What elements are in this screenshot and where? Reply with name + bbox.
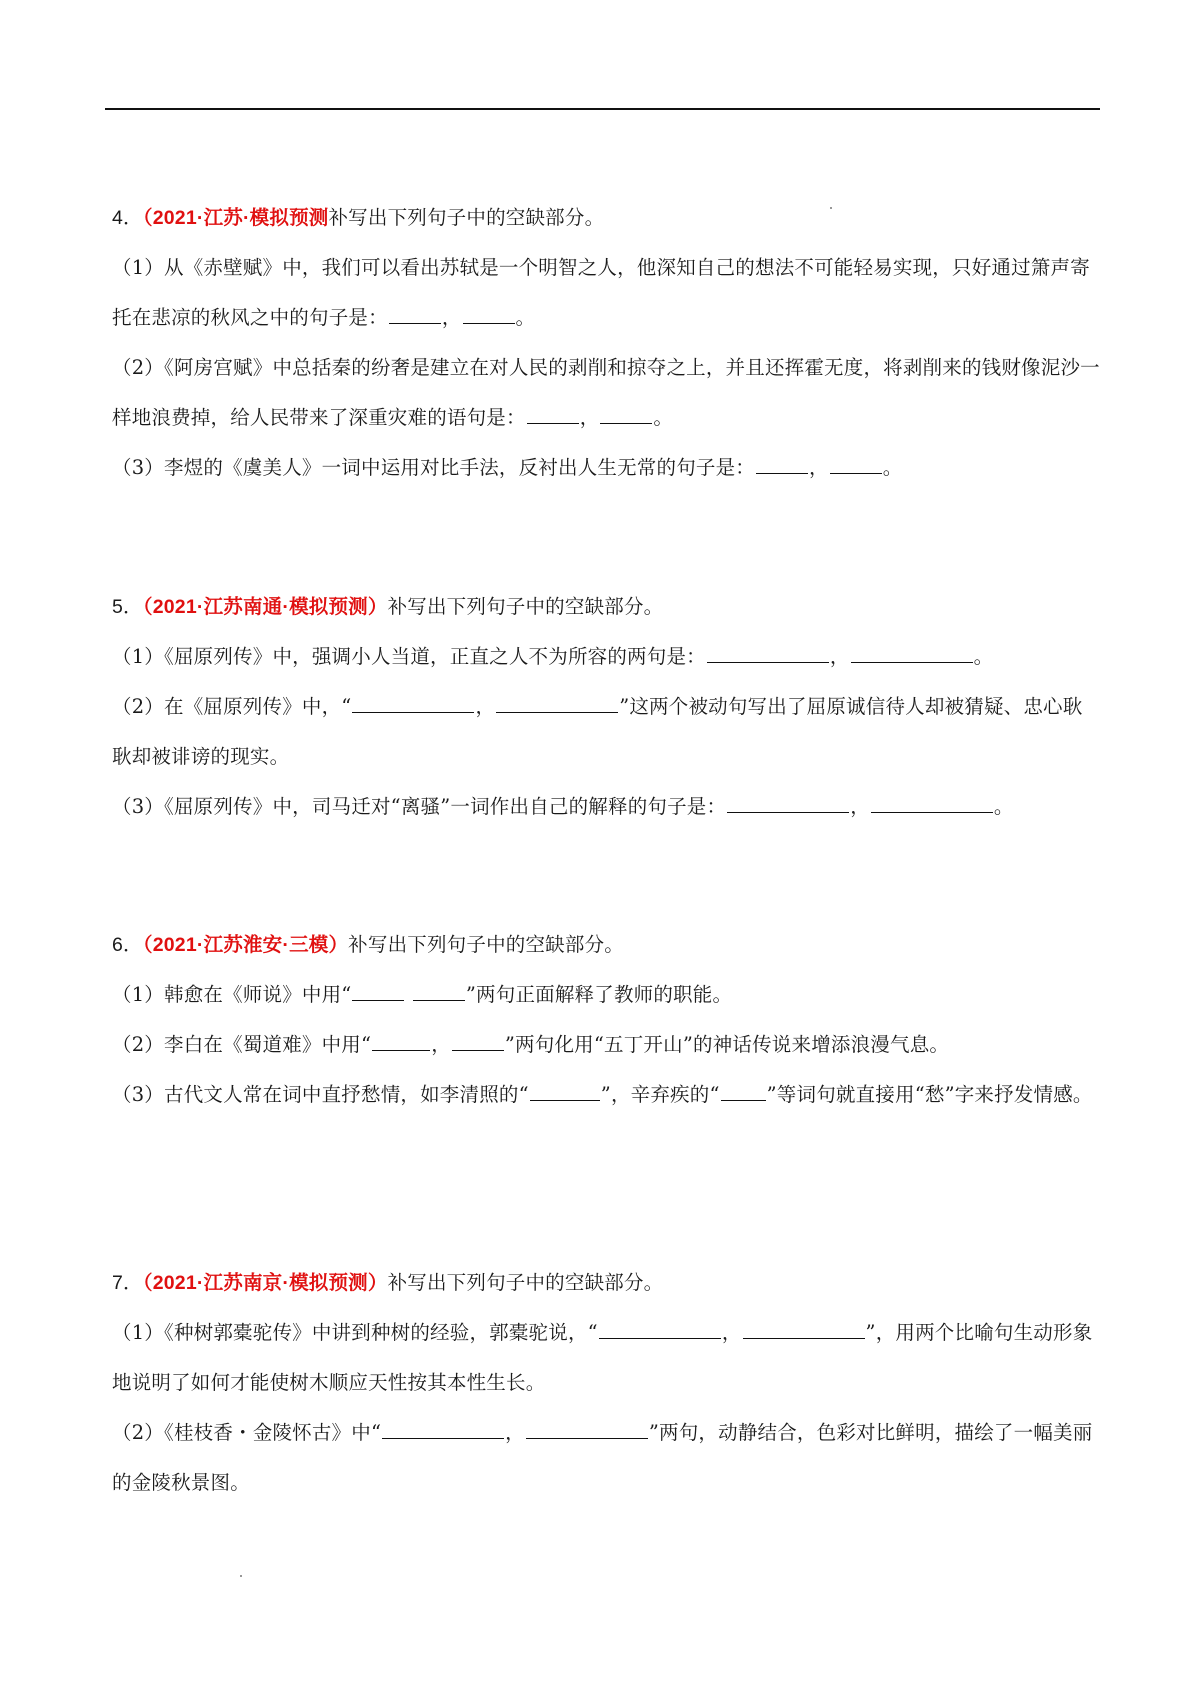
item-text: （1）《屈原列传》中，强调小人当道，正直之人不为所容的两句是： [112,645,706,668]
answer-blank[interactable] [743,1320,865,1339]
answer-blank[interactable] [463,305,515,324]
item-separator: ”，辛弃疾的“ [600,1083,720,1106]
question-heading [112,1258,1102,1308]
answer-blank[interactable] [721,1082,766,1101]
sub-question-1 [112,1308,1102,1408]
scan-dot [240,1575,242,1577]
sub-question-1 [112,632,1102,682]
question-number: 6． [112,934,143,956]
question-source: （2021·江苏·模拟预测 [142,207,329,229]
answer-blank[interactable] [372,1032,430,1051]
answer-blank[interactable] [526,1420,648,1439]
sub-question-2 [112,343,1102,443]
item-text: （1）韩愈在《师说》中用“ [112,983,352,1006]
item-ending: ”两句，动静结合，色彩对比鲜明，描绘了一幅美丽的金陵秋景图。 [112,1421,1093,1494]
question-number: 7． [112,1272,143,1294]
item-text: （1）从《赤壁赋》中，我们可以看出苏轼是一个明智之人，他深知自己的想法不可能轻易实现，只好通过箫声寄托在悲凉的秋风之中的句子是： [112,256,1090,329]
question-4 [112,193,1102,493]
answer-blank[interactable] [382,1420,504,1439]
item-separator: ， [441,306,462,329]
item-text: （1）《种树郭橐驼传》中讲到种树的经验，郭橐驼说，“ [112,1321,598,1344]
answer-blank[interactable] [452,1032,504,1051]
answer-blank[interactable] [599,1320,721,1339]
item-ending: 。 [993,795,1014,818]
question-6 [112,920,1102,1120]
question-heading [112,582,1102,632]
item-ending: ”两句化用“五丁开山”的神话传说来增添浪漫气息。 [504,1033,950,1056]
question-prompt: 补写出下列句子中的空缺部分。 [387,595,664,618]
item-text: （2）在《屈原列传》中，“ [112,695,352,718]
item-separator: ， [475,695,496,718]
answer-blank[interactable] [600,405,652,424]
sub-question-2 [112,1408,1102,1508]
question-source: （2021·江苏南京·模拟预测） [142,1272,388,1294]
answer-blank[interactable] [707,644,829,663]
sub-question-1 [112,243,1102,343]
item-separator: ， [721,1321,742,1344]
item-text: （3）李煜的《虞美人》一词中运用对比手法，反衬出人生无常的句子是： [112,456,756,479]
answer-blank[interactable] [352,694,474,713]
answer-blank[interactable] [352,982,404,1001]
header-rule [105,108,1100,110]
sub-question-3 [112,443,1102,493]
question-heading [112,920,1102,970]
item-text: （2）《桂枝香・金陵怀古》中“ [112,1421,382,1444]
item-text: （3）《屈原列传》中，司马迁对“离骚”一词作出自己的解释的句子是： [112,795,727,818]
question-source: （2021·江苏南通·模拟预测） [142,596,388,618]
answer-blank[interactable] [527,405,579,424]
answer-blank[interactable] [413,982,465,1001]
answer-blank[interactable] [496,694,618,713]
item-separator [405,983,411,1006]
answer-blank[interactable] [389,305,441,324]
item-separator: ， [829,645,850,668]
answer-blank[interactable] [727,794,849,813]
item-ending: 。 [653,406,674,429]
sub-question-2 [112,682,1102,782]
item-ending: 。 [973,645,994,668]
question-prompt: 补写出下列句子中的空缺部分。 [348,933,624,956]
item-text: （2）李白在《蜀道难》中用“ [112,1033,372,1056]
item-separator: ， [431,1033,451,1056]
answer-blank[interactable] [530,1082,600,1101]
question-prompt: 补写出下列句子中的空缺部分。 [328,206,605,229]
question-prompt: 补写出下列句子中的空缺部分。 [387,1271,664,1294]
item-ending: ”，用两个比喻句生动形象地说明了如何才能使树木顺应天性按其本性生长。 [112,1321,1093,1394]
item-separator: ， [850,795,870,818]
question-7 [112,1258,1102,1508]
question-number: 4． [112,207,143,229]
item-separator: ， [505,1421,525,1444]
question-source: （2021·江苏淮安·三模） [142,934,349,956]
answer-blank[interactable] [871,794,993,813]
answer-blank[interactable] [756,455,808,474]
item-ending: ”两句正面解释了教师的职能。 [465,983,733,1006]
question-number: 5． [112,596,143,618]
sub-question-2 [112,1020,1102,1070]
item-ending: ”等词句就直接用“愁”字来抒发情感。 [766,1083,1093,1106]
sub-question-3 [112,1070,1102,1120]
item-text: （3）古代文人常在词中直抒愁情，如李清照的“ [112,1083,529,1106]
answer-blank[interactable] [830,455,882,474]
answer-blank[interactable] [851,644,973,663]
item-ending: 。 [882,456,903,479]
item-ending: ”这两个被动句写出了屈原诚信待人却被猜疑、忠心耿耿却被诽谤的现实。 [112,695,1083,768]
item-separator: ， [809,456,829,479]
question-5 [112,582,1102,832]
item-separator: ， [579,406,600,429]
item-text: （2）《阿房宫赋》中总括秦的纷奢是建立在对人民的剥削和掠夺之上，并且还挥霍无度，将剥削来的钱财像泥沙一样地浪费掉，给人民带来了深重灾难的语句是： [112,356,1100,429]
question-heading [112,193,1102,243]
sub-question-3 [112,782,1102,832]
item-ending: 。 [515,306,536,329]
sub-question-1 [112,970,1102,1020]
